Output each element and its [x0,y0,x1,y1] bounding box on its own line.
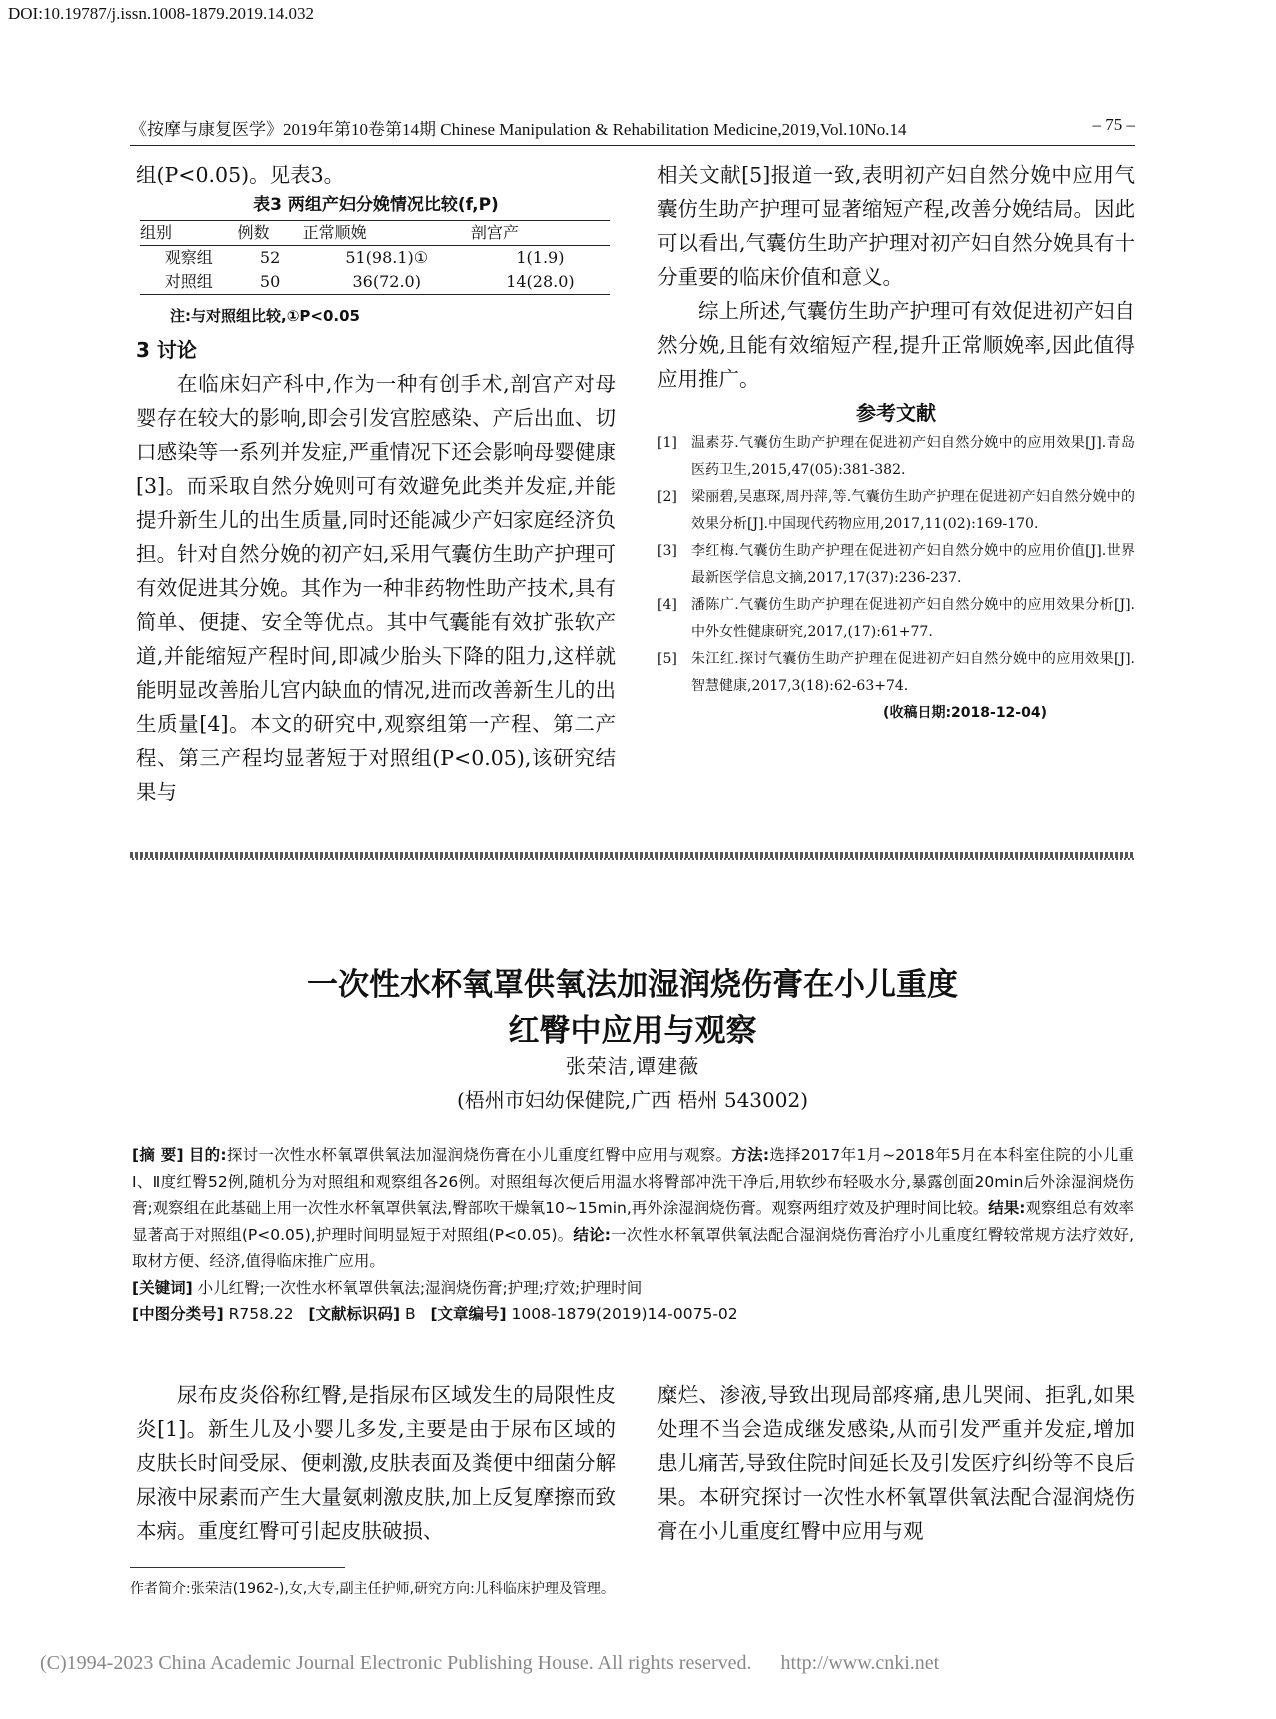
table-note: 注:与对照组比较,①P<0.05 [170,307,360,325]
reference-item [657,592,1135,646]
table-cell: 36(72.0) [303,270,471,295]
running-header [130,115,1135,140]
results-label: 结果: [988,1199,1026,1217]
reference-number: [5] [657,651,677,667]
keywords-label: [关键词] [132,1278,193,1297]
reference-item [657,646,1135,700]
doc-code-value: B [405,1305,416,1323]
reference-item [657,484,1135,538]
body-paragraph: 糜烂、渗液,导致出现局部疼痛,患儿哭闹、拒乳,如果处理不当会造成继发感染,从而引发严重并发症,增加患儿痛苦,导致住院时间延长及引发医疗纠纷等不良后果。本研究探讨一次性水杯氧罩供氧法配合湿润烧伤膏在小儿重度红臀中应用与观 [657,1383,1136,1543]
keywords-line [132,1275,1134,1302]
table-cell: 观察组 [164,248,213,267]
reference-text: 朱江红.探讨气囊仿生助产护理在促进初产妇自然分娩中的应用效果[J].智慧健康,2017,3(18):62-63+74. [691,651,1135,694]
table-cell: 51(98.1)① [345,248,429,267]
reference-text: 李红梅.气囊仿生助产护理在促进初产妇自然分娩中的应用价值[J].世界最新医学信息文摘,2017,17(37):236-237. [691,543,1135,586]
reference-text: 潘陈广.气囊仿生助产护理在促进初产妇自然分娩中的应用效果分析[J].中外女性健康研究,2017,(17):61+77. [691,597,1135,640]
table-header-cell: 例数 [238,221,303,246]
reference-number: [3] [657,543,677,559]
abstract-block [132,1142,1134,1328]
article-divider [130,858,1135,860]
copyright-text: (C)1994-2023 China Academic Journal Electronic Publishing House. All rights reserved. [40,1652,752,1674]
article-body-right [657,1378,1135,1548]
reference-number: [4] [657,597,677,613]
reference-number: [2] [657,489,677,505]
results-continuation: 组(P<0.05)。见表3。 [136,163,345,187]
section-heading-discussion: 3 讨论 [136,338,197,362]
header-rule [130,145,1135,146]
cnki-link[interactable]: http://www.cnki.net [780,1652,940,1674]
table-header-cell: 正常顺娩 [303,221,471,246]
footnote-rule [130,1567,345,1568]
prev-article-right-column [657,158,1135,726]
abstract-label: [摘 要] [132,1146,184,1164]
table-cell: 50 [238,270,303,295]
reference-text: 温素芬.气囊仿生助产护理在促进初产妇自然分娩中的应用效果[J].青岛医药卫生,2015,47(05):381-382. [691,435,1135,478]
table-header-cell: 组别 [140,221,238,246]
copyright-line [40,1652,939,1675]
table-cell: 52 [259,248,281,267]
table-cell: 1(1.9) [516,248,565,267]
reference-text: 梁丽碧,吴惠琛,周丹萍,等.气囊仿生助产护理在促进初产妇自然分娩中的效果分析[J].中国现代药物应用,2017,11(02):169-170. [691,489,1135,532]
doc-code-label: [文献标识码] [308,1305,401,1323]
clc-label: [中图分类号] [132,1305,224,1323]
objective-label: 目的: [188,1146,227,1164]
results-text: 观察组总有效率显著高于对照组(P<0.05),护理时间明显短于对照组(P<0.05)。 [132,1199,1134,1244]
clc-value: R758.22 [228,1305,294,1323]
table-header-row [140,221,610,246]
table-row [140,270,610,295]
keywords-text: 小儿红臀;一次性水杯氧罩供氧法;湿润烧伤膏;护理;疗效;护理时间 [197,1278,643,1297]
discussion-paragraph: 在临床妇产科中,作为一种有创手术,剖宫产对母婴存在较大的影响,即会引发宫腔感染、产后出血、切口感染等一系列并发症,严重情况下还会影响母婴健康[3]。而采取自然分娩则可有效避免此类并发症,并能提升新生儿的出生质量,同时还能减少产妇家庭经济负担。针对自然分娩的初产妇,采用气囊仿生助产护理可有效促进其分娩。其作为一种非药物性助产技术,具有简单、便捷、安全等优点。其中气囊能有效扩张软产道,并能缩短产程时间,即减少胎头下降的阻力,这样就能明显改善胎儿宫内缺血的情况,进而改善新生儿的出生质量[4]。本文的研究中,观察组第一产程、第二产程、第三产程均显著短于对照组(P<0.05),该研究结果与 [136,372,616,804]
article-body-left [136,1378,616,1548]
table-cell: 对照组 [140,270,238,295]
article-no-label: [文章编号] [430,1305,507,1323]
methods-label: 方法: [731,1146,770,1164]
page-number: – 75 – [1092,115,1135,134]
reference-number: [1] [657,435,677,451]
affiliation: (梧州市妇幼保健院,广西 梧州 543002) [456,1088,809,1112]
table-header-cell: 剖宫产 [471,221,610,246]
conclusion-paragraph: 综上所述,气囊仿生助产护理可有效促进初产妇自然分娩,且能有效缩短产程,提升正常顺娩率,因此值得应用推广。 [657,299,1136,391]
authors: 张荣洁,谭建薇 [565,1054,700,1078]
journal-info: 《按摩与康复医学》2019年第10卷第14期 Chinese Manipulation & Rehabilitation Medicine,2019,Vol.10No.14 [130,120,907,139]
classification-line [132,1301,1134,1328]
reference-item [657,538,1135,592]
delivery-table [140,220,610,295]
abstract-paragraph [132,1142,1134,1275]
author-footnote: 作者简介:张荣洁(1962-),女,大专,副主任护师,研究方向:儿科临床护理及管理。 [130,1581,615,1597]
reference-item [657,430,1135,484]
article-no-value: 1008-1879(2019)14-0075-02 [511,1305,738,1323]
title-line: 红臀中应用与观察 [508,1013,757,1049]
article-title [130,962,1135,1054]
received-date: (收稿日期:2018-12-04) [883,705,1047,721]
conclusion-text: 一次性水杯氧罩供氧法配合湿润烧伤膏治疗小儿重度红臀较常规方法疗效好,取材方便、经济,值得临床推广应用。 [132,1225,1135,1270]
discussion-paragraph: 相关文献[5]报道一致,表明初产妇自然分娩中应用气囊仿生助产护理可显著缩短产程,改善分娩结局。因此可以看出,气囊仿生助产护理对初产妇自然分娩具有十分重要的临床价值和意义。 [657,163,1136,289]
reference-list [657,430,1135,700]
references-heading: 参考文献 [856,401,936,425]
objective-text: 探讨一次性水杯氧罩供氧法加湿润烧伤膏在小儿重度红臀中应用与观察。 [226,1146,732,1164]
body-paragraph: 尿布皮炎俗称红臀,是指尿布区域发生的局限性皮炎[1]。新生儿及小婴儿多发,主要是由于尿布区域的皮肤长时间受尿、便刺激,皮肤表面及粪便中细菌分解尿液中尿素而产生大量氨刺激皮肤,加上反复摩擦而致本病。重度红臀可引起皮肤破损、 [136,1383,616,1543]
title-line: 一次性水杯氧罩供氧法加湿润烧伤膏在小儿重度 [307,967,958,1003]
table-caption: 表3 两组产妇分娩情况比较(f,P) [253,195,499,215]
methods-text: 选择2017年1月~2018年5月在本科室住院的小儿重Ⅰ、Ⅱ度红臀52例,随机分为对照组和观察组各26例。对照组每次便后用温水将臀部冲洗干净后,用软纱布轻吸水分,暴露创面20min后外涂湿润烧伤膏;观察组在此基础上用一次性水杯氧罩供氧法,臀部吹干燥氧10~15min,再外涂湿润烧伤膏。观察两组疗效及护理时间比较。 [132,1146,1134,1217]
table-row [140,246,610,271]
table-cell: 14(28.0) [471,270,610,295]
doi-line: DOI:10.19787/j.issn.1008-1879.2019.14.032 [8,4,314,23]
prev-article-left-column [136,158,616,809]
conclusion-label: 结论: [573,1225,611,1244]
